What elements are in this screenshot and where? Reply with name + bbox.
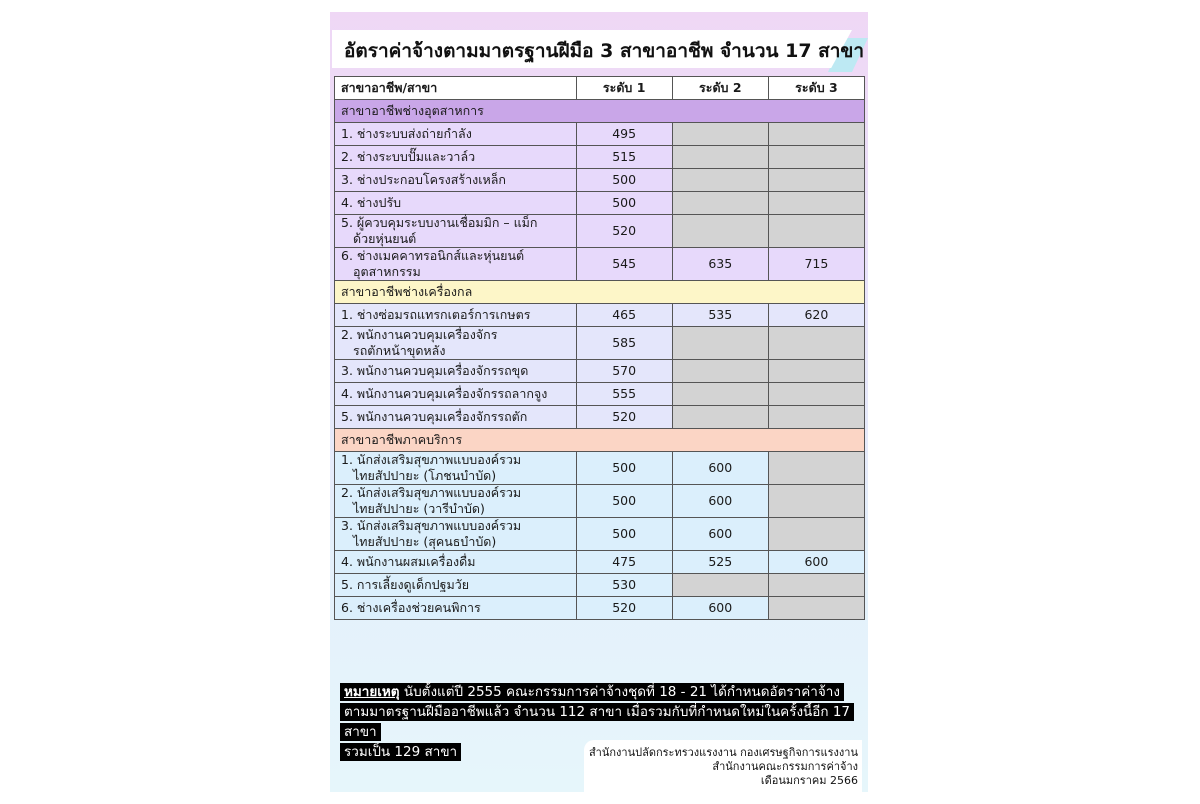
occupation-name: 5. ผู้ควบคุมระบบงานเชื่อมมิก – แม็ก: [341, 215, 538, 230]
header-occupation: สาขาอาชีพ/สาขา: [335, 77, 577, 100]
section-header-row: [335, 281, 865, 304]
empty-cell: [768, 169, 864, 192]
wage-rate-poster: [330, 12, 868, 792]
occupation-name-cell: [335, 551, 577, 574]
table-row: [335, 574, 865, 597]
occupation-name: 4. พนักงานผสมเครื่องดื่ม: [341, 554, 476, 569]
occupation-name: 4. ช่างปรับ: [341, 195, 402, 210]
level-1-wage: 500: [576, 192, 672, 215]
note-line-1: นับตั้งแต่ปี 2555 คณะกรรมการค่าจ้างชุดที่ 18 - 21 ได้กำหนดอัตราค่าจ้าง: [403, 684, 840, 700]
empty-cell: [672, 123, 768, 146]
occupation-name-cell: [335, 304, 577, 327]
section-header-row: [335, 429, 865, 452]
empty-cell: [768, 406, 864, 429]
occupation-name-line-2: อุตสาหกรรม: [353, 264, 421, 279]
table-row: [335, 146, 865, 169]
occupation-name: 6. ช่างเมคคาทรอนิกส์และหุ่นยนต์: [341, 248, 525, 263]
level-1-wage: 500: [576, 452, 672, 485]
table-row: [335, 304, 865, 327]
occupation-name-cell: [335, 518, 577, 551]
level-1-wage: 500: [576, 518, 672, 551]
section-header-row: [335, 100, 865, 123]
empty-cell: [768, 192, 864, 215]
level-1-wage: 585: [576, 327, 672, 360]
occupation-name-cell: [335, 406, 577, 429]
occupation-name: 2. ช่างระบบปั๊มและวาล์ว: [341, 149, 476, 164]
occupation-name-cell: [335, 215, 577, 248]
occupation-name-line-2: รถตักหน้าขุดหลัง: [353, 343, 446, 358]
level-1-wage: 515: [576, 146, 672, 169]
occupation-name-line-2: ไทยสัปปายะ (สุคนธบำบัด): [353, 534, 497, 549]
empty-cell: [672, 169, 768, 192]
empty-cell: [672, 383, 768, 406]
occupation-name-line-2: ไทยสัปปายะ (วารีบำบัด): [353, 501, 485, 516]
level-2-wage: 635: [672, 248, 768, 281]
empty-cell: [768, 383, 864, 406]
credit-line-1: สำนักงานปลัดกระทรวงแรงงาน กองเศรษฐกิจการแรงงาน: [588, 746, 858, 759]
level-3-wage: 620: [768, 304, 864, 327]
empty-cell: [768, 215, 864, 248]
empty-cell: [768, 518, 864, 551]
table-row: [335, 406, 865, 429]
occupation-name-cell: [335, 169, 577, 192]
empty-cell: [768, 360, 864, 383]
note-label: หมายเหตุ: [344, 684, 400, 700]
occupation-name: 3. นักส่งเสริมสุขภาพแบบองค์รวม: [341, 518, 522, 533]
occupation-name-cell: [335, 192, 577, 215]
occupation-name: 5. การเลี้ยงดูเด็กปฐมวัย: [341, 577, 470, 592]
credit-line-3: เดือนมกราคม 2566: [760, 774, 858, 787]
wage-table: [334, 76, 865, 620]
table-row: [335, 452, 865, 485]
table-row: [335, 597, 865, 620]
header-level-2: ระดับ 2: [672, 77, 768, 100]
level-1-wage: 545: [576, 248, 672, 281]
occupation-name-cell: [335, 360, 577, 383]
level-1-wage: 520: [576, 406, 672, 429]
credit-line-2: สำนักงานคณะกรรมการค่าจ้าง: [712, 760, 858, 773]
level-1-wage: 570: [576, 360, 672, 383]
level-2-wage: 600: [672, 518, 768, 551]
occupation-name: 2. นักส่งเสริมสุขภาพแบบองค์รวม: [341, 485, 522, 500]
title-banner: [330, 28, 868, 72]
table-row: [335, 360, 865, 383]
table-row: [335, 327, 865, 360]
occupation-name: 1. นักส่งเสริมสุขภาพแบบองค์รวม: [341, 452, 522, 467]
level-1-wage: 520: [576, 597, 672, 620]
level-1-wage: 530: [576, 574, 672, 597]
empty-cell: [768, 146, 864, 169]
header-level-3: ระดับ 3: [768, 77, 864, 100]
occupation-name-cell: [335, 597, 577, 620]
empty-cell: [672, 327, 768, 360]
credit-box: [584, 740, 862, 792]
level-3-wage: 715: [768, 248, 864, 281]
occupation-name: 5. พนักงานควบคุมเครื่องจักรรถตัก: [341, 409, 528, 424]
occupation-name: 6. ช่างเครื่องช่วยคนพิการ: [341, 600, 481, 615]
level-1-wage: 465: [576, 304, 672, 327]
section-title: สาขาอาชีพช่างอุตสาหการ: [335, 100, 865, 123]
occupation-name: 1. ช่างซ่อมรถแทรกเตอร์การเกษตร: [341, 307, 531, 322]
level-1-wage: 520: [576, 215, 672, 248]
table-row: [335, 485, 865, 518]
empty-cell: [768, 123, 864, 146]
occupation-name: 3. พนักงานควบคุมเครื่องจักรรถขุด: [341, 363, 529, 378]
empty-cell: [672, 360, 768, 383]
occupation-name-line-2: ด้วยหุ่นยนต์: [353, 231, 417, 246]
occupation-name-line-2: ไทยสัปปายะ (โภชนบำบัด): [353, 468, 497, 483]
occupation-name-cell: [335, 146, 577, 169]
table-row: [335, 383, 865, 406]
section-title: สาขาอาชีพช่างเครื่องกล: [335, 281, 865, 304]
page-title: อัตราค่าจ้างตามมาตรฐานฝีมือ 3 สาขาอาชีพ จำนวน 17 สาขา: [344, 40, 865, 62]
occupation-name: 2. พนักงานควบคุมเครื่องจักร: [341, 327, 498, 342]
level-3-wage: 600: [768, 551, 864, 574]
level-2-wage: 525: [672, 551, 768, 574]
level-2-wage: 600: [672, 452, 768, 485]
empty-cell: [768, 485, 864, 518]
header-level-1: ระดับ 1: [576, 77, 672, 100]
table-row: [335, 551, 865, 574]
occupation-name: 3. ช่างประกอบโครงสร้างเหล็ก: [341, 172, 506, 187]
empty-cell: [672, 215, 768, 248]
level-1-wage: 475: [576, 551, 672, 574]
table-row: [335, 192, 865, 215]
occupation-name-cell: [335, 485, 577, 518]
occupation-name-cell: [335, 248, 577, 281]
occupation-name-cell: [335, 383, 577, 406]
wage-table-body: [335, 100, 865, 620]
note-line-2: ตามมาตรฐานฝีมืออาชีพแล้ว จำนวน 112 สาขา เมื่อรวมกับที่กำหนดใหม่ในครั้งนี้อีก 17 สาขา: [340, 703, 854, 741]
level-1-wage: 555: [576, 383, 672, 406]
empty-cell: [672, 574, 768, 597]
level-1-wage: 495: [576, 123, 672, 146]
table-header-row: [335, 77, 865, 100]
level-2-wage: 600: [672, 597, 768, 620]
empty-cell: [768, 327, 864, 360]
table-row: [335, 169, 865, 192]
empty-cell: [768, 597, 864, 620]
occupation-name-cell: [335, 574, 577, 597]
empty-cell: [672, 146, 768, 169]
table-row: [335, 518, 865, 551]
table-row: [335, 123, 865, 146]
table-row: [335, 248, 865, 281]
table-row: [335, 215, 865, 248]
level-2-wage: 535: [672, 304, 768, 327]
level-2-wage: 600: [672, 485, 768, 518]
empty-cell: [768, 452, 864, 485]
empty-cell: [672, 192, 768, 215]
empty-cell: [672, 406, 768, 429]
occupation-name: 4. พนักงานควบคุมเครื่องจักรรถลากจูง: [341, 386, 548, 401]
occupation-name-cell: [335, 452, 577, 485]
occupation-name: 1. ช่างระบบส่งถ่ายกำลัง: [341, 126, 472, 141]
empty-cell: [768, 574, 864, 597]
level-1-wage: 500: [576, 485, 672, 518]
level-1-wage: 500: [576, 169, 672, 192]
section-title: สาขาอาชีพภาคบริการ: [335, 429, 865, 452]
occupation-name-cell: [335, 327, 577, 360]
note-line-3: รวมเป็น 129 สาขา: [340, 743, 461, 761]
occupation-name-cell: [335, 123, 577, 146]
